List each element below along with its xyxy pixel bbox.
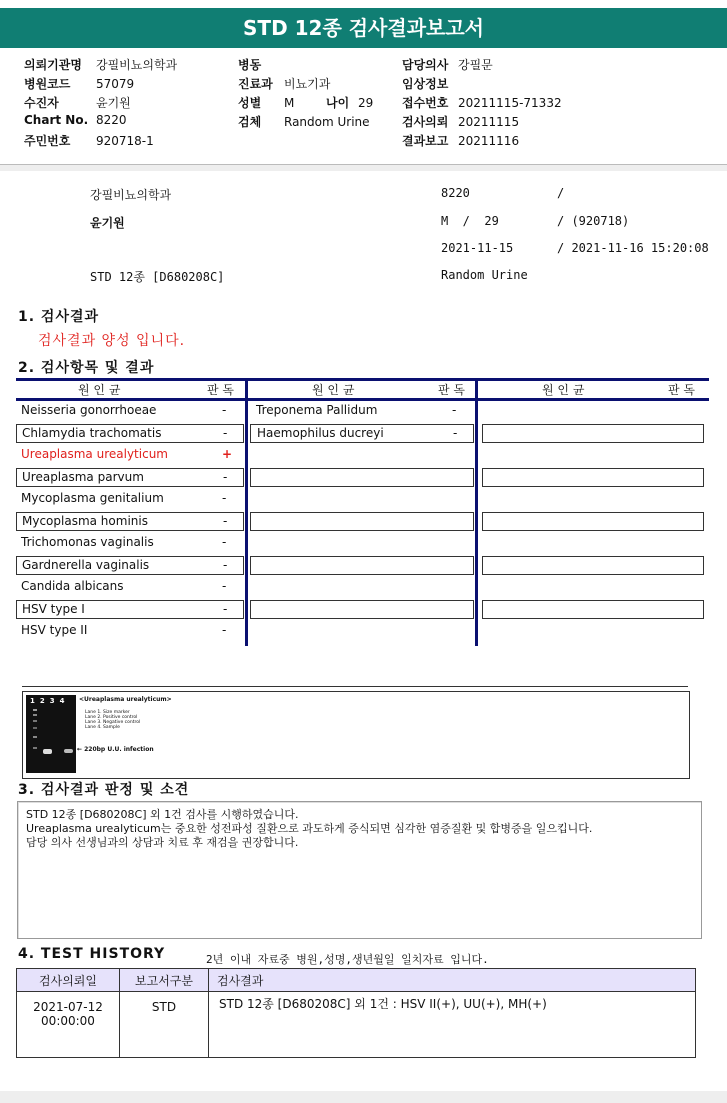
history-header-date: 검사의뢰일 bbox=[17, 969, 120, 992]
summary-birth: / (920718) bbox=[557, 214, 630, 228]
history-header-result: 검사결과 bbox=[209, 969, 696, 992]
organism-name: Haemophilus ducreyi bbox=[257, 426, 384, 440]
empty-result-row bbox=[482, 556, 704, 575]
gel-legend bbox=[85, 710, 140, 730]
section-2-title: 2. 검사항목 및 결과 bbox=[18, 360, 155, 376]
gel-lane-number: 1 bbox=[30, 697, 40, 705]
judgement: - bbox=[223, 470, 228, 484]
empty-result-row bbox=[250, 446, 474, 465]
column-header-judge: 판 독 bbox=[438, 383, 465, 397]
gel-lane-numbers bbox=[30, 697, 70, 705]
summary-specimen: Random Urine bbox=[441, 268, 528, 282]
header-value: M bbox=[284, 96, 295, 110]
result-row bbox=[16, 446, 244, 465]
summary-patient: 윤기원 bbox=[90, 216, 125, 230]
column-header-organism: 원 인 균 bbox=[78, 383, 121, 397]
result-row bbox=[16, 556, 244, 575]
result-row bbox=[16, 512, 244, 531]
result-row bbox=[16, 424, 244, 443]
empty-result-row bbox=[482, 600, 704, 619]
history-note: 2년 이내 자료중 병원,성명,생년월일 일치자료 입니다. bbox=[206, 953, 489, 966]
summary-sex-age: M / 29 bbox=[441, 214, 499, 228]
report-title: STD 12종 검사결과보고서 bbox=[0, 8, 727, 48]
gel-lane-number: 4 bbox=[59, 697, 70, 705]
result-row bbox=[16, 622, 244, 641]
gel-marker-lane bbox=[33, 709, 37, 769]
header-label: 성별 bbox=[238, 96, 262, 110]
findings-line: STD 12종 [D680208C] 외 1건 검사를 시행하였습니다. bbox=[26, 808, 299, 821]
header-label: 임상정보 bbox=[402, 77, 449, 91]
empty-result-row bbox=[250, 512, 474, 531]
header-label: 주민번호 bbox=[24, 134, 71, 148]
header-value: 920718-1 bbox=[96, 134, 154, 148]
judgement: - bbox=[452, 403, 457, 417]
judgement: - bbox=[222, 579, 227, 593]
gel-image-frame bbox=[22, 691, 690, 779]
header-label: Chart No. bbox=[24, 113, 89, 127]
judgement: - bbox=[222, 491, 227, 505]
history-date-cell bbox=[17, 992, 120, 1058]
history-date: 2021-07-12 bbox=[33, 1000, 103, 1014]
empty-result-row bbox=[250, 622, 474, 641]
empty-result-row bbox=[250, 556, 474, 575]
header-label: 병원코드 bbox=[24, 77, 71, 91]
findings-line: 담당 의사 선생님과의 상담과 치료 후 재검을 권장합니다. bbox=[26, 836, 299, 849]
gel-band-label: ← 220bp U.U. infection bbox=[77, 746, 154, 753]
result-row bbox=[16, 534, 244, 553]
organism-name: HSV type I bbox=[22, 602, 85, 616]
findings-textbox bbox=[17, 801, 702, 939]
header-value: 윤기원 bbox=[96, 96, 131, 110]
empty-result-row bbox=[482, 512, 704, 531]
gel-legend-item: Lane 4. Sample bbox=[85, 725, 120, 730]
header-divider-shadow bbox=[0, 165, 727, 171]
judgement: + bbox=[222, 447, 233, 461]
page-bottom-band bbox=[0, 1091, 727, 1103]
summary-slash: / bbox=[557, 186, 565, 200]
gel-legend-item: Lane 1. Size marker bbox=[85, 710, 130, 715]
empty-result-row bbox=[250, 534, 474, 553]
header-col-3 bbox=[402, 56, 562, 151]
history-header-type: 보고서구분 bbox=[120, 969, 209, 992]
section-1-title: 1. 검사결과 bbox=[18, 309, 100, 325]
judgement: - bbox=[453, 426, 458, 440]
empty-result-row bbox=[250, 490, 474, 509]
organism-name: Ureaplasma urealyticum bbox=[21, 447, 168, 461]
result-row bbox=[250, 424, 474, 443]
header-label: 수진자 bbox=[24, 96, 59, 110]
header-label: 병동 bbox=[238, 58, 262, 72]
empty-result-row bbox=[250, 600, 474, 619]
column-header-judge: 판 독 bbox=[207, 383, 234, 397]
header-value: Random Urine bbox=[284, 115, 370, 129]
gel-image-title: <Ureaplasma urealyticum> bbox=[79, 696, 172, 703]
section-3-title: 3. 검사결과 판정 및 소견 bbox=[18, 782, 190, 798]
organism-name: Mycoplasma hominis bbox=[22, 514, 148, 528]
empty-result-row bbox=[250, 578, 474, 597]
organism-name: Chlamydia trachomatis bbox=[22, 426, 162, 440]
result-row bbox=[16, 468, 244, 487]
image-top-rule bbox=[22, 686, 688, 687]
organism-name: Gardnerella vaginalis bbox=[22, 558, 150, 572]
gel-lane-number: 3 bbox=[49, 697, 60, 705]
header-value: 57079 bbox=[96, 77, 135, 91]
summary-test: STD 12종 [D680208C] bbox=[90, 270, 225, 284]
judgement: - bbox=[222, 535, 227, 549]
judgement: - bbox=[223, 558, 228, 572]
column-header-organism: 원 인 균 bbox=[312, 383, 355, 397]
findings-line: Ureaplasma urealyticum는 중요한 성전파성 질환으로 과도하게 증식되면 심각한 염증질환 및 합병증을 일으킵니다. bbox=[26, 822, 593, 835]
result-table-divider-2 bbox=[475, 378, 478, 646]
empty-result-row bbox=[250, 468, 474, 487]
judgement: - bbox=[223, 426, 228, 440]
history-result: STD 12종 [D680208C] 외 1건 : HSV II(+), UU(+), MH(+) bbox=[209, 992, 696, 1058]
organism-name: Ureaplasma parvum bbox=[22, 470, 144, 484]
header-value: 강필비뇨의학과 bbox=[96, 58, 178, 72]
header-label: 검체 bbox=[238, 115, 262, 129]
header-value: 비뇨기과 bbox=[284, 77, 331, 91]
organism-name: Mycoplasma genitalium bbox=[21, 491, 164, 505]
history-type: STD bbox=[120, 992, 209, 1058]
judgement: - bbox=[222, 623, 227, 637]
result-row bbox=[16, 600, 244, 619]
result-row bbox=[16, 490, 244, 509]
gel-legend-item: Lane 2. Positive control bbox=[85, 715, 138, 720]
header-value: 강필문 bbox=[458, 58, 493, 72]
section-4-title: 4. TEST HISTORY bbox=[18, 946, 166, 962]
judgement: - bbox=[223, 514, 228, 528]
header-value: 20211115 bbox=[458, 115, 520, 129]
header-value: 20211115-71332 bbox=[458, 96, 562, 110]
positive-result-text: 검사결과 양성 입니다. bbox=[38, 333, 186, 349]
header-label: 검사의뢰 bbox=[402, 115, 449, 129]
judgement: - bbox=[223, 602, 228, 616]
empty-result-row bbox=[482, 468, 704, 487]
summary-clinic: 강필비뇨의학과 bbox=[90, 188, 172, 202]
organism-name: Candida albicans bbox=[21, 579, 124, 593]
summary-chart: 8220 bbox=[441, 186, 470, 200]
history-time: 00:00:00 bbox=[41, 1014, 95, 1028]
result-row bbox=[250, 402, 474, 421]
gel-electrophoresis-image bbox=[26, 695, 76, 773]
summary-report-datetime: / 2021-11-16 15:20:08 bbox=[557, 241, 709, 255]
header-label: 의뢰기관명 bbox=[24, 58, 82, 72]
organism-name: Neisseria gonorrhoeae bbox=[21, 403, 157, 417]
result-row bbox=[16, 578, 244, 597]
header-label: 접수번호 bbox=[402, 96, 449, 110]
header-col-2 bbox=[238, 56, 373, 132]
history-header-row bbox=[17, 969, 696, 992]
history-table bbox=[16, 968, 696, 1058]
gel-legend-item: Lane 3. Negative control bbox=[85, 720, 141, 725]
organism-name: Trichomonas vaginalis bbox=[21, 535, 154, 549]
organism-name: HSV type II bbox=[21, 623, 88, 637]
column-header-organism: 원 인 균 bbox=[542, 383, 585, 397]
header-label: 담당의사 bbox=[402, 58, 449, 72]
header-label: 결과보고 bbox=[402, 134, 449, 148]
summary-request-date: 2021-11-15 bbox=[441, 241, 514, 255]
result-table-header-rule bbox=[16, 398, 709, 401]
result-table-divider-1 bbox=[245, 378, 248, 646]
gel-band bbox=[43, 749, 52, 754]
age-value: 29 bbox=[358, 96, 374, 110]
empty-result-row bbox=[482, 424, 704, 443]
header-label: 진료과 bbox=[238, 77, 273, 91]
judgement: - bbox=[222, 403, 227, 417]
header-value: 20211116 bbox=[458, 134, 520, 148]
gel-band bbox=[64, 749, 73, 753]
age-label: 나이 bbox=[326, 96, 350, 110]
result-row bbox=[16, 402, 244, 421]
column-header-judge: 판 독 bbox=[668, 383, 695, 397]
history-row bbox=[17, 992, 696, 1058]
gel-lane-number: 2 bbox=[39, 697, 50, 705]
header-col-1 bbox=[24, 56, 177, 151]
header-value: 8220 bbox=[96, 113, 127, 127]
organism-name: Treponema Pallidum bbox=[256, 403, 378, 417]
